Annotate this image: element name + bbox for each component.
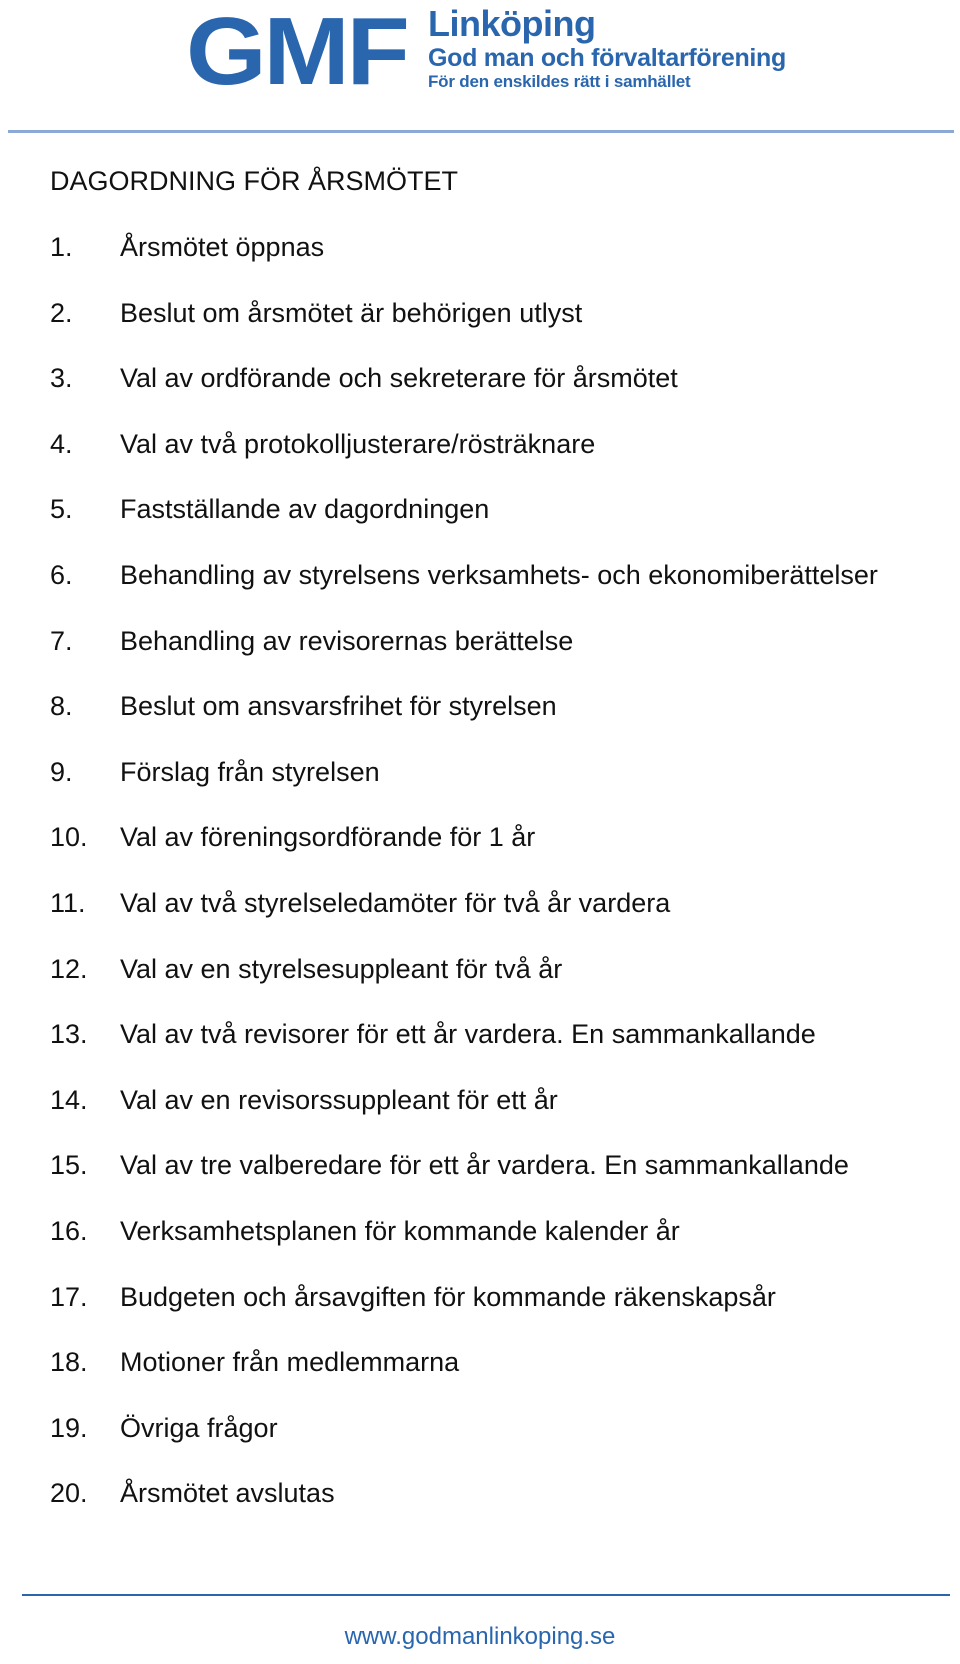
header-divider bbox=[8, 130, 954, 133]
agenda-item-number: 14. bbox=[50, 1084, 88, 1115]
agenda-item-text: Behandling av revisorernas berättelse bbox=[120, 625, 574, 656]
agenda-item bbox=[50, 230, 878, 296]
agenda-item-text: Budgeten och årsavgiften för kommande räkenskapsår bbox=[120, 1281, 776, 1312]
agenda-item-number: 12. bbox=[50, 953, 88, 984]
agenda-item bbox=[50, 1214, 878, 1280]
agenda-item-number: 11. bbox=[50, 887, 86, 918]
footer-divider bbox=[22, 1594, 950, 1596]
agenda-item-text: Förslag från styrelsen bbox=[120, 756, 380, 787]
agenda-item-number: 16. bbox=[50, 1215, 88, 1246]
agenda-item bbox=[50, 624, 878, 690]
agenda-item-number: 1. bbox=[50, 232, 73, 262]
agenda-item-number: 9. bbox=[50, 756, 73, 787]
agenda-item bbox=[50, 361, 878, 427]
agenda-item-number: 6. bbox=[50, 559, 73, 590]
agenda-item-text: Val av två styrelseledamöter för två år vardera bbox=[120, 887, 671, 918]
agenda-item bbox=[50, 1280, 878, 1346]
page-title: DAGORDNING FÖR ÅRSMÖTET bbox=[50, 166, 459, 196]
agenda-item-number: 19. bbox=[50, 1412, 88, 1443]
agenda-item-text: Fastställande av dagordningen bbox=[120, 494, 490, 525]
agenda-item-text: Beslut om ansvarsfrihet för styrelsen bbox=[120, 691, 557, 722]
footer-website-link[interactable]: www.godmanlinkoping.se bbox=[344, 1623, 616, 1650]
agenda-item-text: Årsmötet öppnas bbox=[120, 232, 325, 262]
logo-text-block bbox=[428, 4, 786, 92]
logo-city: Linköping bbox=[428, 3, 596, 44]
agenda-item-text: Verksamhetsplanen för kommande kalender år bbox=[120, 1215, 680, 1246]
agenda-item bbox=[50, 1411, 878, 1477]
agenda-item bbox=[50, 886, 878, 952]
agenda-item bbox=[50, 492, 878, 558]
agenda-item-text: Val av tre valberedare för ett år vardera. En sammankallande bbox=[120, 1150, 849, 1181]
agenda-item-number: 2. bbox=[50, 297, 73, 328]
agenda-item bbox=[50, 296, 878, 362]
agenda-item-number: 15. bbox=[50, 1150, 88, 1181]
agenda-item-number: 7. bbox=[50, 625, 73, 656]
agenda-item-text: Motioner från medlemmarna bbox=[120, 1347, 460, 1378]
agenda-item bbox=[50, 1083, 878, 1149]
agenda-item-text: Val av två protokolljusterare/rösträknare bbox=[120, 428, 596, 459]
agenda-item-text: Val av en revisorssuppleant för ett år bbox=[120, 1084, 558, 1115]
header bbox=[0, 0, 960, 134]
agenda-item-number: 5. bbox=[50, 494, 73, 525]
agenda-item-text: Val av ordförande och sekreterare för årsmötet bbox=[120, 363, 678, 394]
agenda-item-number: 8. bbox=[50, 691, 73, 722]
gmf-logo: GMF bbox=[186, 0, 407, 105]
agenda-item-number: 17. bbox=[50, 1281, 88, 1312]
agenda-item-text: Val av föreningsordförande för 1 år bbox=[120, 822, 536, 853]
agenda-item-number: 10. bbox=[50, 822, 88, 853]
agenda-item-text: Årsmötet avslutas bbox=[120, 1478, 335, 1509]
logo-tagline: För den enskildes rätt i samhället bbox=[428, 72, 691, 91]
agenda-item-text: Övriga frågor bbox=[120, 1412, 278, 1443]
agenda-item-number: 20. bbox=[50, 1478, 88, 1509]
agenda-item bbox=[50, 689, 878, 755]
agenda-item-number: 3. bbox=[50, 363, 73, 394]
logo-organization: God man och förvaltarförening bbox=[428, 44, 786, 72]
agenda-item-text: Beslut om årsmötet är behörigen utlyst bbox=[120, 297, 583, 328]
agenda-item bbox=[50, 1017, 878, 1083]
agenda-item bbox=[50, 1476, 878, 1542]
agenda-item bbox=[50, 558, 878, 624]
agenda-item-number: 13. bbox=[50, 1019, 88, 1050]
agenda-item-text: Val av två revisorer för ett år vardera. En sammankallande bbox=[120, 1019, 816, 1050]
agenda-item bbox=[50, 1345, 878, 1411]
agenda-item-text: Val av en styrelsesuppleant för två år bbox=[120, 953, 563, 984]
agenda-item-text: Behandling av styrelsens verksamhets- och ekonomiberättelser bbox=[120, 559, 878, 590]
agenda-item bbox=[50, 820, 878, 886]
agenda-item-number: 4. bbox=[50, 428, 73, 459]
agenda-item bbox=[50, 427, 878, 493]
agenda-item bbox=[50, 1148, 878, 1214]
agenda-item bbox=[50, 952, 878, 1018]
agenda-item bbox=[50, 755, 878, 821]
agenda-item-number: 18. bbox=[50, 1347, 88, 1378]
agenda-list bbox=[50, 230, 878, 1542]
